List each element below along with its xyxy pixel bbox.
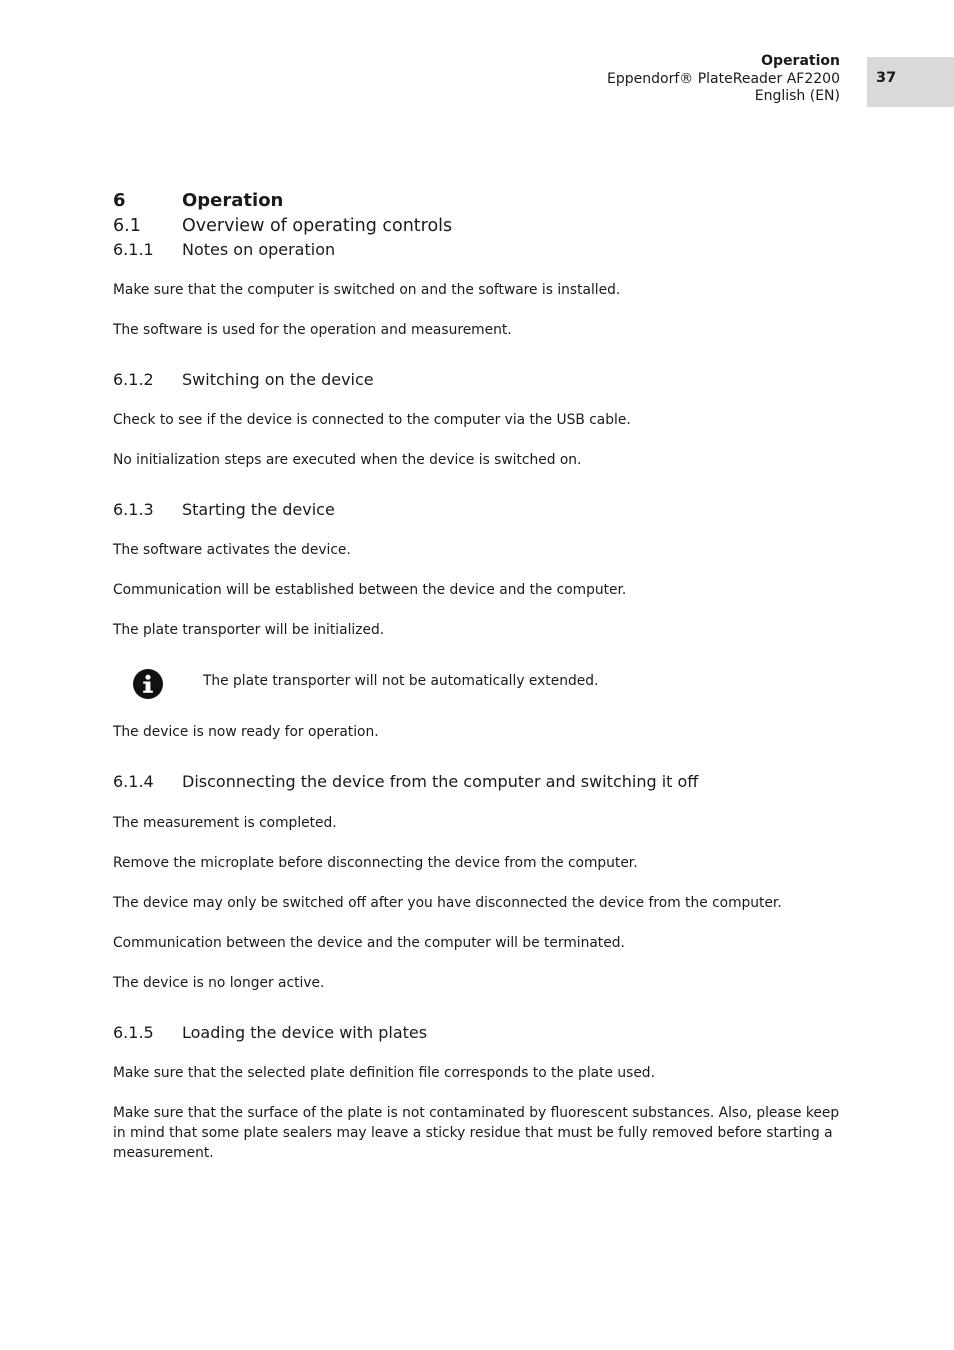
paragraph: The device is now ready for operation. — [113, 724, 379, 740]
heading-number: 6.1 — [113, 216, 141, 236]
header-product: Eppendorf® PlateReader AF2200 — [607, 70, 840, 87]
heading-number: 6.1.1 — [113, 240, 154, 259]
heading-text: Starting the device — [182, 500, 335, 519]
header-section: Operation — [761, 53, 840, 69]
paragraph: The device is no longer active. — [113, 975, 325, 991]
heading-number: 6 — [113, 190, 126, 211]
paragraph: The software activates the device. — [113, 542, 351, 558]
running-header — [607, 53, 840, 106]
note-text: The plate transporter will not be automatically extended. — [203, 673, 599, 689]
paragraph: The measurement is completed. — [113, 815, 337, 831]
heading-text: Loading the device with plates — [182, 1023, 428, 1042]
paragraph: Make sure that the selected plate definition file corresponds to the plate used. — [113, 1065, 655, 1081]
paragraph: Make sure that the surface of the plate is not contaminated by fluorescent substances. Also, please keep in mind that some plate sealers may leave a sticky residue that must be fully removed before starting a measurement. — [113, 1105, 840, 1161]
paragraph: Communication will be established between the device and the computer. — [113, 582, 627, 598]
info-icon — [133, 669, 163, 699]
paragraph: The device may only be switched off after you have disconnected the device from the computer. — [113, 895, 782, 911]
paragraph: The plate transporter will be initialized. — [113, 622, 385, 638]
heading-text: Operation — [182, 190, 284, 211]
heading-text: Switching on the device — [182, 370, 374, 389]
paragraph: The software is used for the operation and measurement. — [113, 322, 512, 338]
header-language: English (EN) — [754, 88, 840, 104]
page-number: 37 — [867, 57, 954, 107]
heading-text: Notes on operation — [182, 240, 336, 259]
heading-number: 6.1.4 — [113, 772, 154, 791]
heading-text: Overview of operating controls — [182, 216, 453, 236]
heading-number: 6.1.3 — [113, 500, 154, 519]
heading-number: 6.1.2 — [113, 370, 154, 389]
paragraph: Remove the microplate before disconnecting the device from the computer. — [113, 855, 638, 871]
paragraph: Check to see if the device is connected to the computer via the USB cable. — [113, 412, 631, 428]
paragraph: Communication between the device and the computer will be terminated. — [113, 935, 625, 951]
heading-number: 6.1.5 — [113, 1023, 154, 1042]
heading-text: Disconnecting the device from the computer and switching it off — [182, 772, 699, 791]
paragraph: Make sure that the computer is switched on and the software is installed. — [113, 282, 621, 298]
paragraph: No initialization steps are executed when the device is switched on. — [113, 452, 582, 468]
